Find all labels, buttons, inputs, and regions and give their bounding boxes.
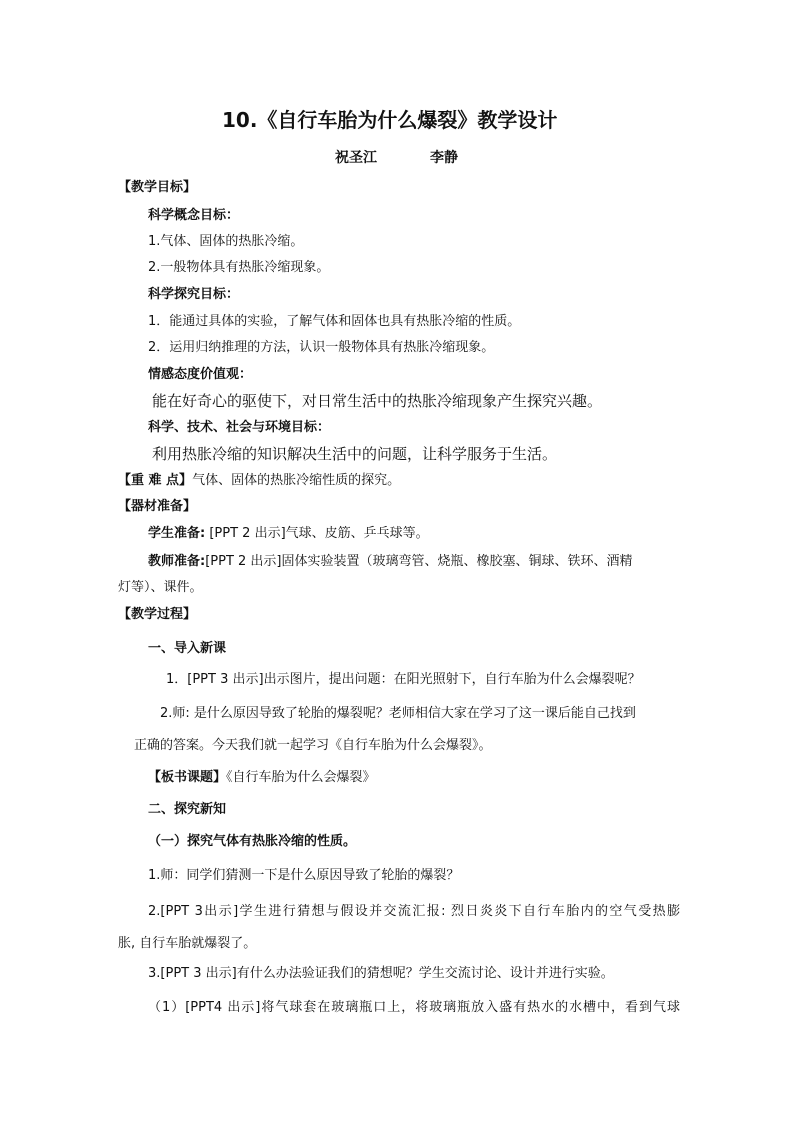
list-item-cont: 正确的答案。今天我们就一起学习《自行车胎为什么会爆裂》。 <box>134 738 492 753</box>
list-item: 3.[PPT 3 出示]有什么办法验证我们的猜想呢？学生交流讨论、设计并进行实验。 <box>148 966 614 981</box>
attitude-goal-text: 能在好奇心的驱使下，对日常生活中的热胀冷缩现象产生探究兴趣。 <box>152 392 603 410</box>
concept-goal-label: 科学概念目标： <box>148 208 240 223</box>
student-materials-label: 学生准备: <box>148 526 206 541</box>
key-point-label: 【重 难 点】 <box>118 473 193 488</box>
teacher-materials-line <box>148 552 633 572</box>
list-item: 1．[PPT 3 出示]出示图片，提出问题：在阳光照射下，自行车胎为什么会爆裂呢？ <box>166 672 641 687</box>
author-name: 李静 <box>430 150 458 166</box>
teacher-materials-text-cont: 灯等）、课件。 <box>118 580 203 595</box>
list-item: 2.[PPT 3出示]学生进行猜想与假设并交流汇报: 烈日炎炎下自行车胎内的空气受热膨 <box>148 904 680 919</box>
section-intro-heading: 一、导入新课 <box>148 641 227 656</box>
attitude-goal-label: 情感态度价值观： <box>148 367 253 382</box>
list-item: 1.师：同学们猜测一下是什么原因导致了轮胎的爆裂？ <box>148 868 460 883</box>
teacher-materials-text: [PPT 2 出示]固体实验装置（玻璃弯管、烧瓶、橡胶塞、铜球、铁环、酒精 <box>205 554 633 569</box>
board-title-label: 【板书课题】 <box>148 770 227 785</box>
document-title: 10.《自行车胎为什么爆裂》教学设计 <box>222 108 558 132</box>
key-point-text: 气体、固体的热胀冷缩性质的探究。 <box>192 473 401 488</box>
inquiry-goal-label: 科学探究目标： <box>148 287 240 302</box>
list-item-cont: 胀, 自行车胎就爆裂了。 <box>118 936 257 951</box>
student-materials-text: [PPT 2 出示]气球、皮筋、乒乓球等。 <box>209 526 429 541</box>
list-item: （1）[PPT4 出示]将气球套在玻璃瓶口上，将玻璃瓶放入盛有热水的水槽中，看到气球 <box>148 1000 680 1015</box>
teacher-materials-label: 教师准备: <box>148 554 206 569</box>
list-item: 1.气体、固体的热胀冷缩。 <box>148 234 304 249</box>
author-name: 祝圣江 <box>335 150 377 166</box>
list-item: 2.一般物体具有热胀冷缩现象。 <box>148 260 330 275</box>
section-explore-heading: 二、探究新知 <box>148 802 227 817</box>
sts-goal-label: 科学、技术、社会与环境目标： <box>148 420 331 435</box>
sts-goal-text: 利用热胀冷缩的知识解决生活中的问题，让科学服务于生活。 <box>152 445 558 463</box>
list-item: 2．运用归纳推理的方法，认识一般物体具有热胀冷缩现象。 <box>148 340 495 355</box>
board-title-line <box>148 768 376 788</box>
list-item: 2.师: 是什么原因导致了轮胎的爆裂呢？老师相信大家在学习了这一课后能自己找到 <box>160 706 636 721</box>
key-point-line <box>118 471 400 491</box>
subsection-heading: （一）探究气体有热胀冷缩的性质。 <box>148 834 357 849</box>
section-header-process: 【教学过程】 <box>118 607 197 622</box>
list-item: 1．能通过具体的实验，了解气体和固体也具有热胀冷缩的性质。 <box>148 314 521 329</box>
board-title-text: 《自行车胎为什么会爆裂》 <box>226 770 376 785</box>
section-header-materials: 【器材准备】 <box>118 499 197 514</box>
section-header-objectives: 【教学目标】 <box>118 180 197 195</box>
student-materials-line <box>148 524 429 544</box>
